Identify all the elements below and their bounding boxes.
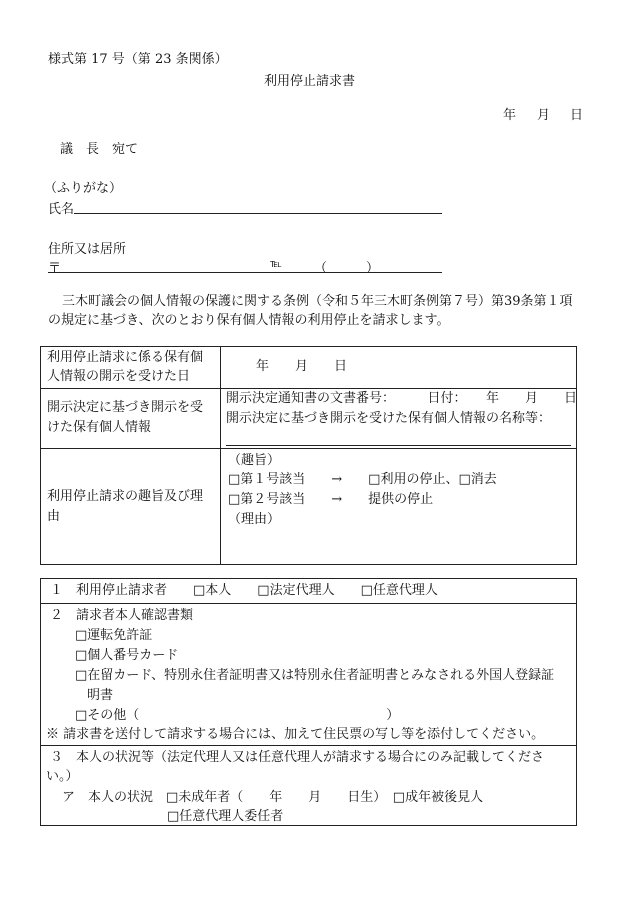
purpose-heading: （趣旨） (228, 453, 281, 468)
table2-row-divider-2 (40, 745, 577, 746)
mail-note: ※ 請求書を送付して請求する場合には、加えて住民票の写し等を添付してください。 (46, 727, 545, 742)
table2-row-divider-1 (40, 603, 577, 604)
principal-status-options[interactable]: ア 本人の状況 □未成年者（ 年 月 日生） □成年被後見人 (62, 790, 484, 805)
date-day: 日 (570, 108, 584, 123)
furigana-label: （ふりがな） (44, 181, 123, 196)
purpose-reason-label-1: 利用停止請求の趣旨及び理 (47, 489, 204, 504)
reason-heading: （理由） (228, 512, 281, 527)
date-year: 年 (503, 108, 517, 123)
purpose-reason-label-2: 由 (47, 509, 61, 524)
addressee: 議 長 宛て (60, 142, 139, 157)
tel-paren: （ ） (314, 261, 380, 276)
name-field-line[interactable] (74, 213, 442, 214)
page-title: 利用停止請求書 (264, 74, 356, 89)
requester-type-checkboxes[interactable]: １ 利用停止請求者 □本人 □法定代理人 □任意代理人 (50, 583, 438, 598)
purpose-item1-checkbox[interactable]: □第１号該当 → □利用の停止、□消去 (228, 472, 497, 487)
table1-row-divider-2 (40, 448, 577, 449)
intro-line-2: の規定に基づき、次のとおり保有個人情報の利用停止を請求します。 (48, 313, 450, 328)
drivers-license-checkbox[interactable]: □運転免許証 (75, 628, 153, 643)
principal-status-heading-2: い。） (46, 769, 79, 784)
date-month: 月 (537, 108, 551, 123)
document-number-field[interactable]: 開示決定通知書の文書番号： 日付： 年 月 日 (226, 391, 578, 406)
intro-line-1: 三木町議会の個人情報の保護に関する条例（令和５年三木町条例第７号）第39条第１項 (62, 294, 573, 309)
my-number-card-checkbox[interactable]: □個人番号カード (75, 648, 179, 663)
postal-mark: 〒 (48, 261, 62, 276)
disclosed-info-label-2: けた保有個人情報 (47, 420, 152, 435)
disclosure-date-label-1: 利用停止請求に係る保有個 (47, 350, 204, 365)
voluntary-principal-checkbox[interactable]: □任意代理人委任者 (167, 809, 284, 824)
disclosure-date-value[interactable]: 年 月 日 (256, 359, 348, 374)
tel-label: ℡ (270, 257, 282, 270)
id-documents-heading: ２ 請求者本人確認書類 (50, 608, 194, 623)
disclosure-date-label-2: 人情報の開示を受けた日 (47, 369, 191, 384)
principal-status-heading-1: ３ 本人の状況等（法定代理人又は任意代理人が請求する場合にのみ記載してくださ (50, 750, 545, 765)
name-label: 氏名 (48, 202, 75, 217)
residence-card-continued: 明書 (87, 688, 114, 703)
disclosed-info-label-1: 開示決定に基づき開示を受 (47, 400, 204, 415)
other-document-checkbox[interactable]: □その他（ ） (75, 708, 400, 723)
table1-column-divider (220, 346, 221, 565)
purpose-item2-checkbox[interactable]: □第２号該当 → 提供の停止 (228, 492, 434, 507)
address-label: 住所又は居所 (48, 242, 127, 257)
disclosed-info-name-field[interactable]: 開示決定に基づき開示を受けた保有個人情報の名称等： (226, 411, 552, 426)
residence-card-checkbox[interactable]: □在留カード、特別永住者証明書又は特別永住者証明書とみなされる外国人登録証 (75, 668, 555, 683)
address-field-line[interactable] (48, 272, 442, 273)
disclosed-info-underline (226, 445, 571, 446)
form-number: 様式第 17 号（第 23 条関係） (48, 52, 228, 67)
